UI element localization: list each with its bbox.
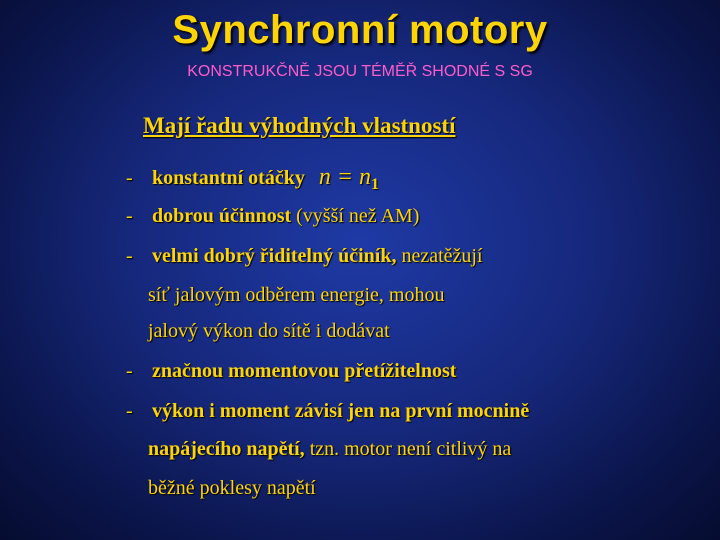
item-bold-text: konstantní otáčky: [152, 167, 305, 189]
item-normal-text: síť jalovým odběrem energie, mohou: [148, 284, 445, 306]
bullet-dash: -: [126, 167, 133, 189]
bullet-dash: -: [126, 245, 133, 267]
item-bold-text: značnou momentovou přetížitelnost: [152, 360, 457, 382]
continuation-line: [148, 284, 444, 307]
formula-subscript: 1: [371, 176, 380, 193]
bullet-item: [126, 360, 456, 383]
continuation-line: [148, 320, 390, 343]
item-bold-text: velmi dobrý řiditelný účiník,: [152, 245, 397, 267]
bullet-item: [126, 205, 419, 228]
formula: [318, 164, 380, 193]
bullet-item: [126, 245, 483, 268]
bullet-dash: -: [126, 400, 133, 422]
item-bold-text: dobrou účinnost: [152, 205, 292, 227]
formula-main: n = n: [318, 164, 372, 190]
bullet-dash: -: [126, 360, 133, 382]
slide-title: Synchronní motory: [172, 8, 548, 52]
item-normal-text: tzn. motor není citlivý na: [304, 438, 512, 460]
continuation-line: [148, 477, 316, 500]
section-heading: Mají řadu výhodných vlastností: [143, 113, 456, 138]
bullet-item: [126, 400, 529, 423]
slide-subtitle: KONSTRUKČNĚ JSOU TÉMĚŘ SHODNÉ S SG: [187, 63, 533, 80]
item-normal-text: nezatěžují: [396, 245, 483, 267]
continuation-line: [148, 438, 511, 461]
item-normal-text: běžné poklesy napětí: [148, 477, 316, 499]
bullet-item: [126, 164, 379, 194]
item-normal-text: jalový výkon do sítě i dodávat: [148, 320, 390, 342]
item-normal-text: (vyšší než AM): [291, 205, 420, 227]
item-bold-text: výkon i moment závisí jen na první mocnině: [152, 400, 530, 422]
bullet-dash: -: [126, 205, 133, 227]
item-bold-text: napájecího napětí,: [148, 438, 305, 460]
